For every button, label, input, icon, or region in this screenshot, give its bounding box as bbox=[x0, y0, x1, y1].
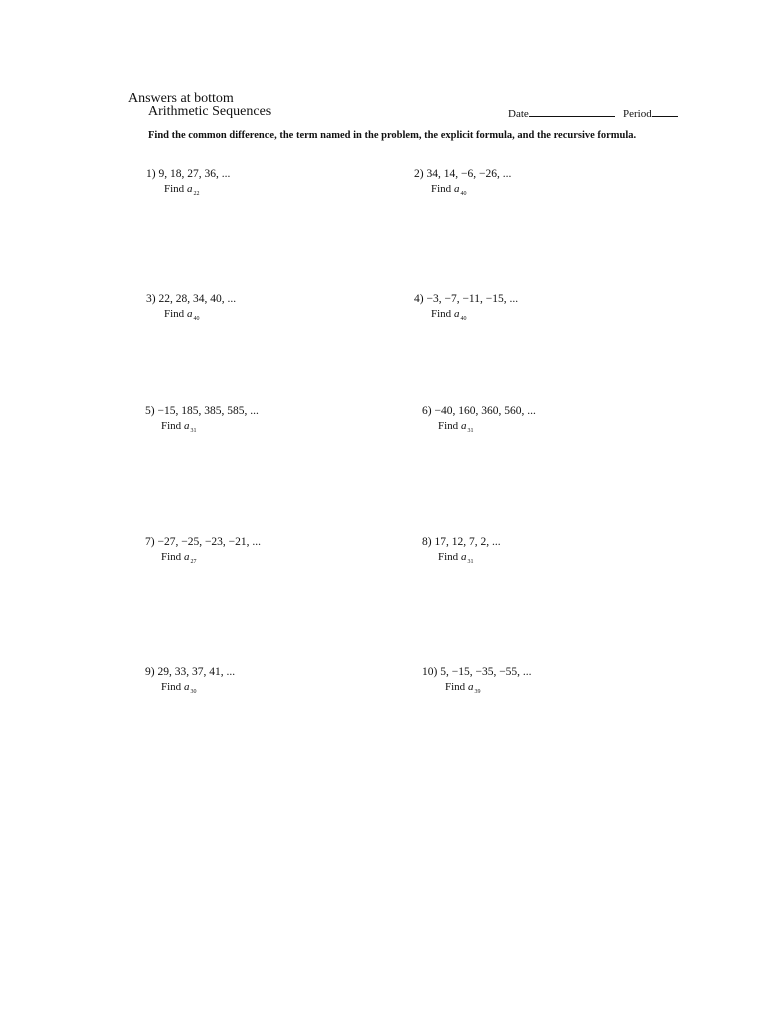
find-label: Find bbox=[161, 681, 182, 693]
term-subscript: 40 bbox=[460, 316, 467, 322]
problem-10 bbox=[422, 665, 532, 679]
problem-6 bbox=[422, 404, 536, 418]
term-subscript: 40 bbox=[460, 191, 467, 197]
problem-4 bbox=[414, 292, 518, 306]
find-label: Find bbox=[164, 308, 185, 320]
find-label: Find bbox=[445, 681, 466, 693]
term-variable: a bbox=[467, 681, 474, 693]
term-subscript: 22 bbox=[193, 191, 200, 197]
problem-number: 4) bbox=[414, 293, 424, 305]
problem-number: 2) bbox=[414, 168, 424, 180]
problem-6-find bbox=[438, 419, 473, 435]
period-blank bbox=[652, 106, 678, 117]
problem-sequence: 29, 33, 37, 41, ... bbox=[157, 666, 236, 678]
term-variable: a bbox=[460, 420, 467, 432]
problem-sequence: −40, 160, 360, 560, ... bbox=[434, 405, 536, 417]
problem-number: 9) bbox=[145, 666, 155, 678]
problem-1-find bbox=[164, 182, 199, 198]
find-label: Find bbox=[438, 420, 459, 432]
problem-3-find bbox=[164, 307, 199, 323]
date-blank bbox=[529, 106, 615, 117]
answers-note: Answers at bottom bbox=[128, 91, 234, 106]
term-subscript: 30 bbox=[190, 689, 197, 695]
problem-sequence: −3, −7, −11, −15, ... bbox=[426, 293, 519, 305]
term-subscript: 31 bbox=[467, 559, 474, 565]
problem-2 bbox=[414, 167, 511, 181]
problem-7 bbox=[145, 535, 261, 549]
term-subscript: 40 bbox=[193, 316, 200, 322]
period-label: Period bbox=[623, 108, 652, 120]
problem-5-find bbox=[161, 419, 196, 435]
problem-8-find bbox=[438, 550, 473, 566]
find-label: Find bbox=[431, 183, 452, 195]
find-label: Find bbox=[431, 308, 452, 320]
term-variable: a bbox=[460, 551, 467, 563]
term-variable: a bbox=[186, 308, 193, 320]
worksheet-title: Arithmetic Sequences bbox=[148, 104, 272, 119]
term-variable: a bbox=[183, 420, 190, 432]
problem-number: 5) bbox=[145, 405, 155, 417]
problem-sequence: 17, 12, 7, 2, ... bbox=[434, 536, 501, 548]
problem-number: 3) bbox=[146, 293, 156, 305]
find-label: Find bbox=[161, 551, 182, 563]
problem-sequence: 5, −15, −35, −55, ... bbox=[440, 666, 532, 678]
problem-9 bbox=[145, 665, 235, 679]
problem-9-find bbox=[161, 680, 196, 696]
term-variable: a bbox=[183, 551, 190, 563]
problem-number: 1) bbox=[146, 168, 156, 180]
term-variable: a bbox=[453, 183, 460, 195]
problem-sequence: −27, −25, −23, −21, ... bbox=[157, 536, 262, 548]
problem-number: 7) bbox=[145, 536, 155, 548]
term-variable: a bbox=[186, 183, 193, 195]
problem-sequence: 34, 14, −6, −26, ... bbox=[426, 168, 512, 180]
term-subscript: 27 bbox=[190, 559, 197, 565]
term-variable: a bbox=[183, 681, 190, 693]
problem-number: 10) bbox=[422, 666, 438, 678]
find-label: Find bbox=[161, 420, 182, 432]
problem-2-find bbox=[431, 182, 466, 198]
problem-3 bbox=[146, 292, 236, 306]
find-label: Find bbox=[164, 183, 185, 195]
problem-7-find bbox=[161, 550, 196, 566]
date-label: Date bbox=[508, 108, 529, 120]
term-subscript: 39 bbox=[474, 689, 481, 695]
term-variable: a bbox=[453, 308, 460, 320]
problem-sequence: 9, 18, 27, 36, ... bbox=[158, 168, 231, 180]
find-label: Find bbox=[438, 551, 459, 563]
problem-number: 6) bbox=[422, 405, 432, 417]
term-subscript: 31 bbox=[190, 428, 197, 434]
problem-5 bbox=[145, 404, 259, 418]
problem-8 bbox=[422, 535, 501, 549]
problem-number: 8) bbox=[422, 536, 432, 548]
instructions: Find the common difference, the term named in the problem, the explicit formula, and the recursive formula. bbox=[148, 130, 637, 141]
term-subscript: 31 bbox=[467, 428, 474, 434]
problem-sequence: −15, 185, 385, 585, ... bbox=[157, 405, 259, 417]
problem-4-find bbox=[431, 307, 466, 323]
problem-sequence: 22, 28, 34, 40, ... bbox=[158, 293, 237, 305]
problem-1 bbox=[146, 167, 230, 181]
problem-10-find bbox=[445, 680, 480, 696]
date-period-line bbox=[508, 106, 678, 121]
